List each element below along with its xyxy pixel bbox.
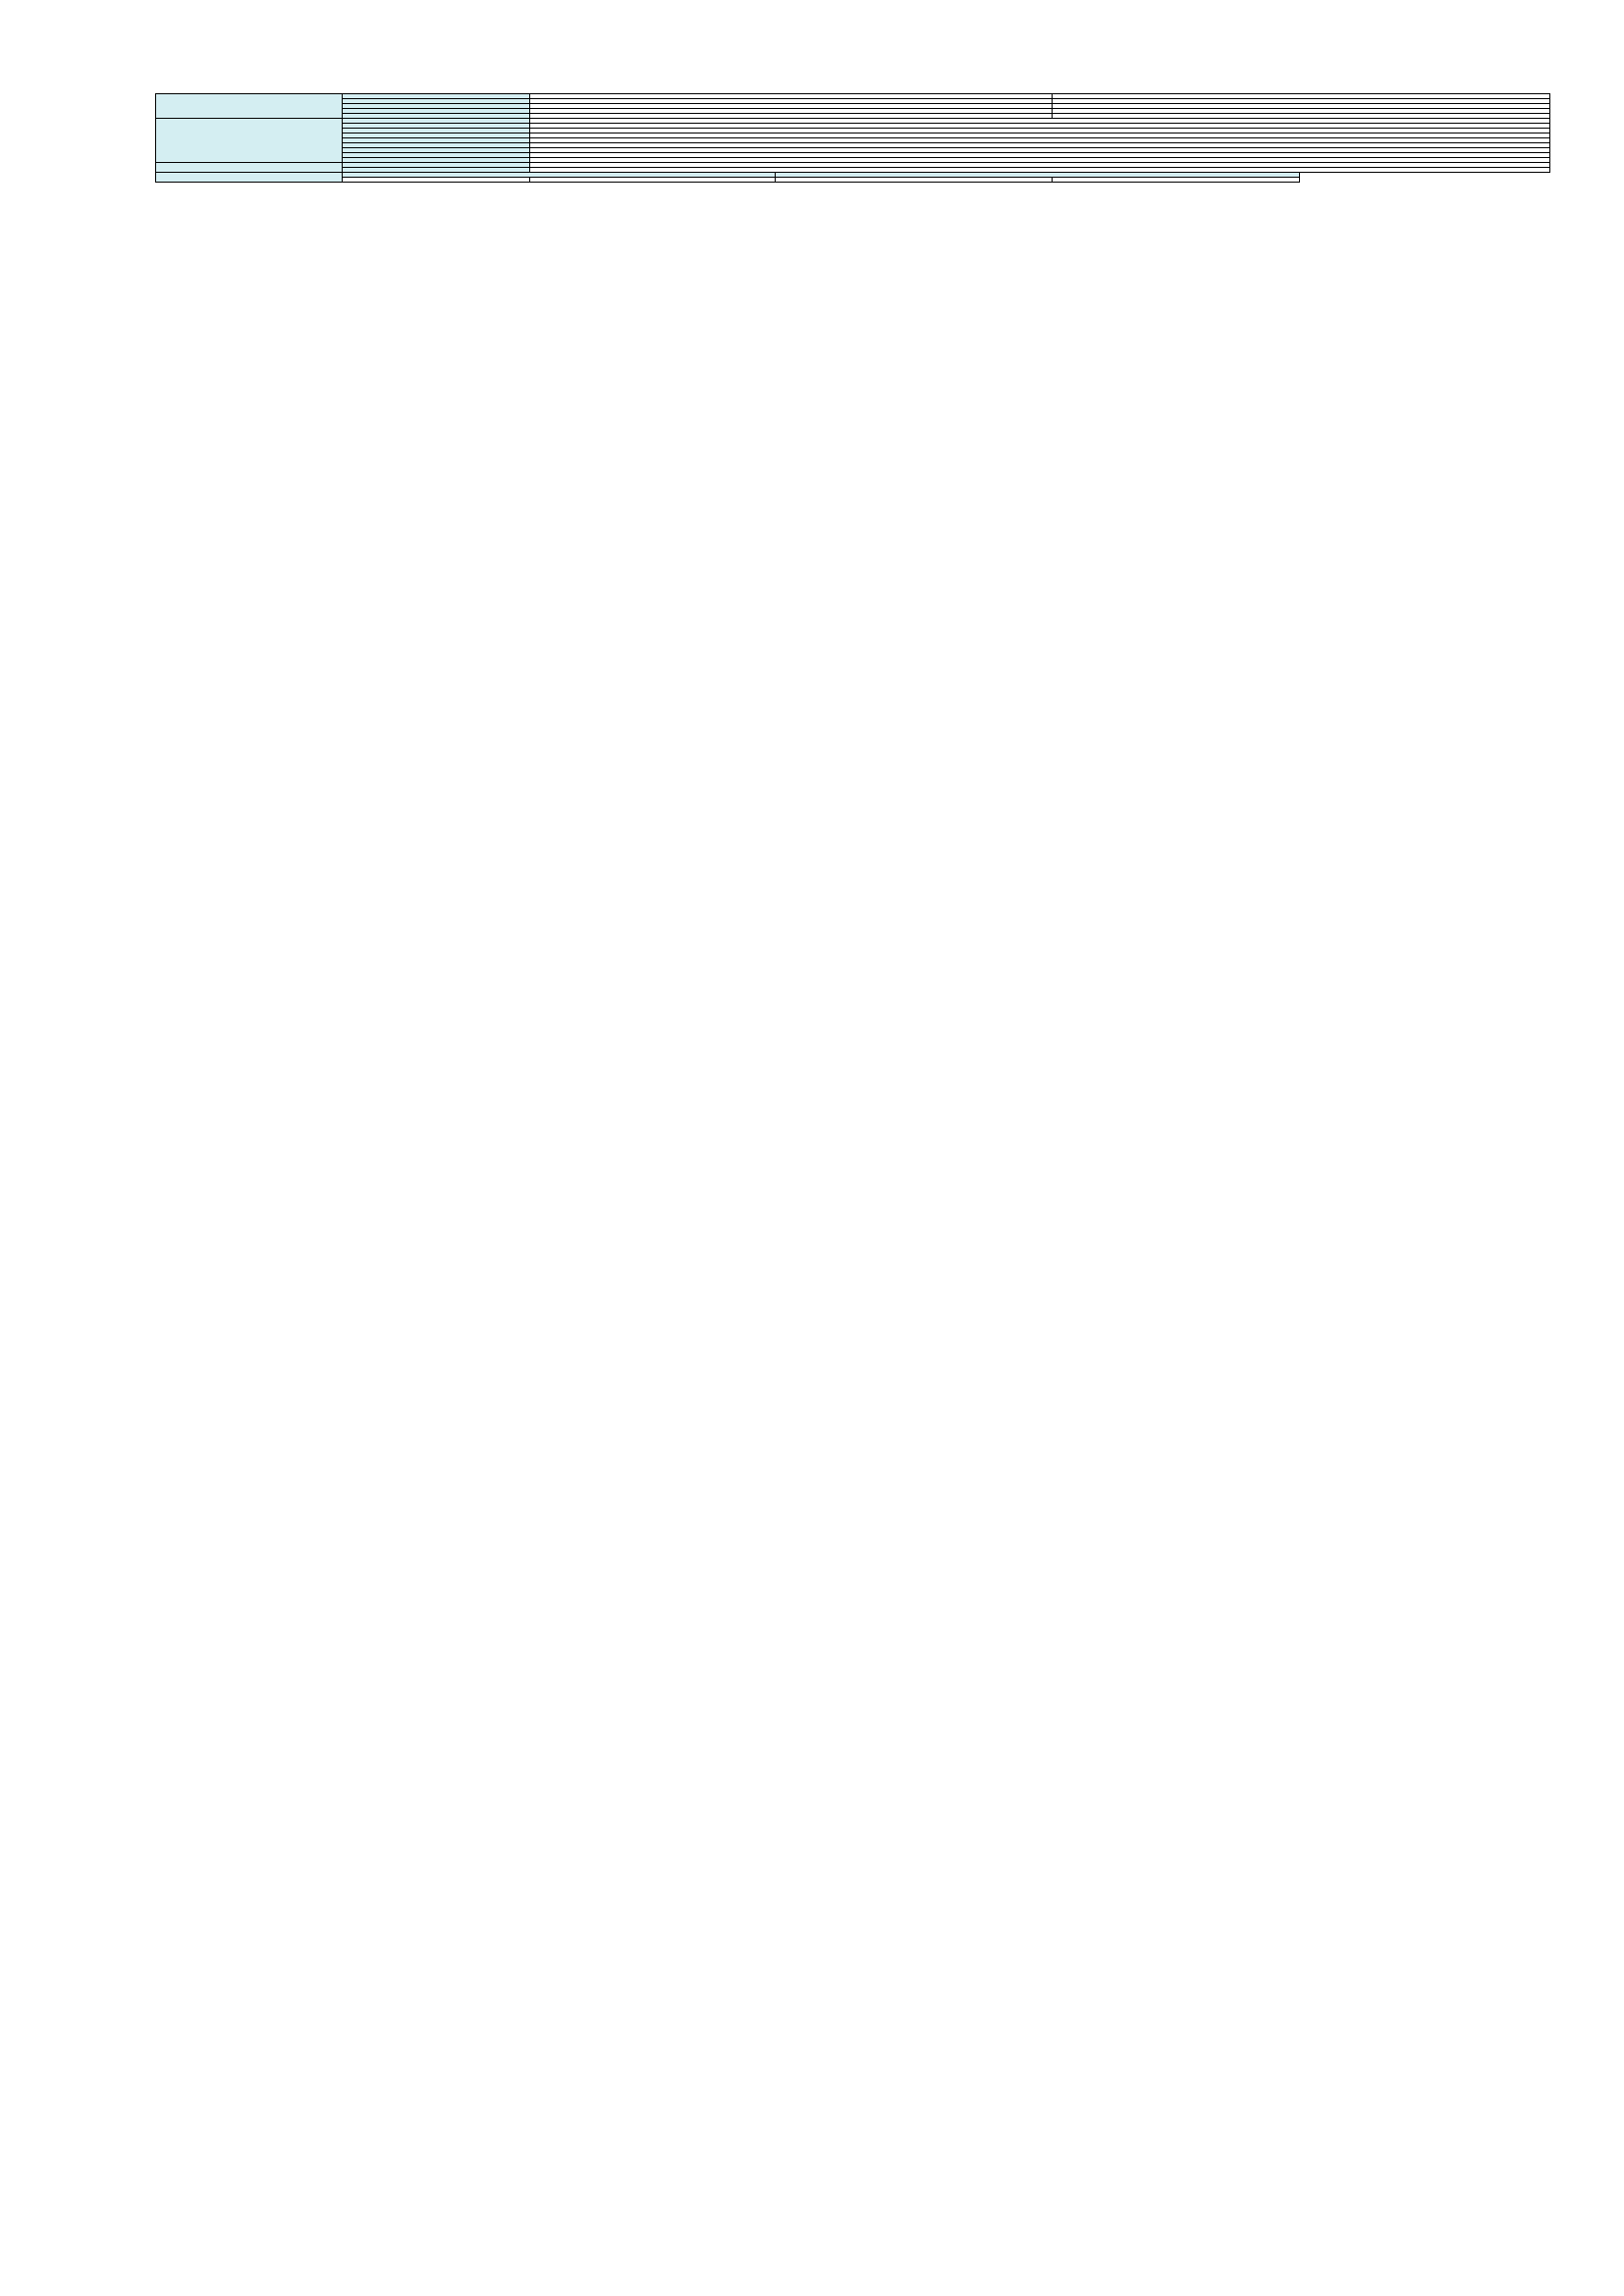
event-types-section xyxy=(156,173,1550,183)
action-header-row xyxy=(156,178,1550,183)
aux-category xyxy=(156,94,343,119)
event-types-cell xyxy=(156,173,343,183)
event-category xyxy=(156,163,343,173)
di-category xyxy=(156,119,343,163)
reverse-action-label xyxy=(530,178,776,183)
direct-action-label xyxy=(343,178,530,183)
reverse-action-label xyxy=(1053,178,1300,183)
direct-action-label xyxy=(776,178,1053,183)
spec-table xyxy=(155,93,1550,183)
